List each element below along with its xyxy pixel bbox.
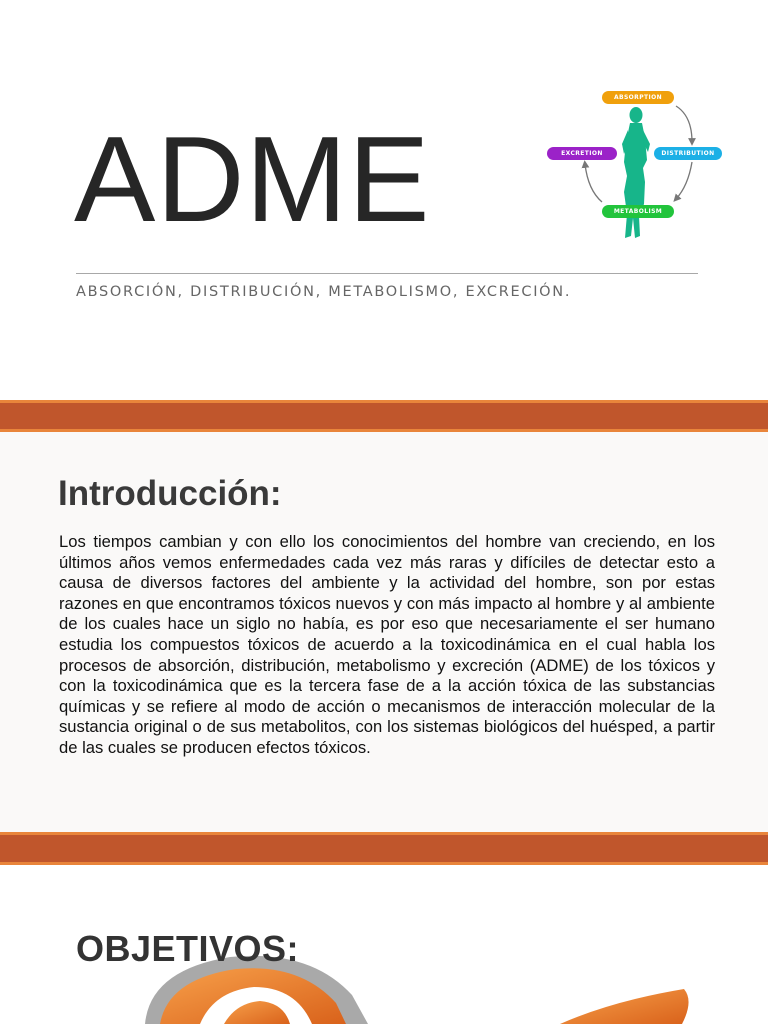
title-slide xyxy=(0,0,768,400)
adme-cycle-diagram xyxy=(540,86,730,242)
distribution-label: DISTRIBUTION xyxy=(654,147,722,160)
excretion-label: EXCRETION xyxy=(547,147,617,160)
page-title: ADME xyxy=(74,111,431,247)
objectives-slide xyxy=(0,865,768,1024)
title-divider xyxy=(76,273,698,274)
introduction-heading: Introducción: xyxy=(58,474,282,513)
slide-separator-top xyxy=(0,400,768,432)
human-figure-icon xyxy=(622,107,650,238)
page-subtitle: ABSORCIÓN, DISTRIBUCIÓN, METABOLISMO, EXCRECIÓN. xyxy=(76,284,572,300)
objectives-heading: OBJETIVOS: xyxy=(76,928,300,969)
absorption-label: ABSORPTION xyxy=(602,91,674,104)
slide-separator-bottom xyxy=(0,832,768,865)
cycle-arrows xyxy=(540,86,730,242)
metabolism-label: METABOLISM xyxy=(602,205,674,218)
introduction-body: Los tiempos cambian y con ello los conocimientos del hombre van creciendo, en los últimos años vemos enfermedades cada vez más raras y difíciles de detectar esto a causa de diversos factores del ambiente y la actividad del hombre, son por estas razones en que encontramos tóxicos nuevos y con más impacto al hombre y al ambiente de los cuales hace un siglo no había, es por eso que necesariamente el ser humano estudia los compuestos tóxicos de acuerdo a la toxicodinámica en el cual habla los procesos de absorción, distribución, metabolismo y excreción (ADME) de los tóxicos y con la toxicodinámica que es la tercera fase de a la acción tóxica de las substancias químicas y se refiere al modo de acción o mecanismos de interacción molecular de la sustancia original o de sus metabolitos, con los sistemas biológicos del huésped, a partir de las cuales se producen efectos tóxicos. xyxy=(59,532,715,757)
